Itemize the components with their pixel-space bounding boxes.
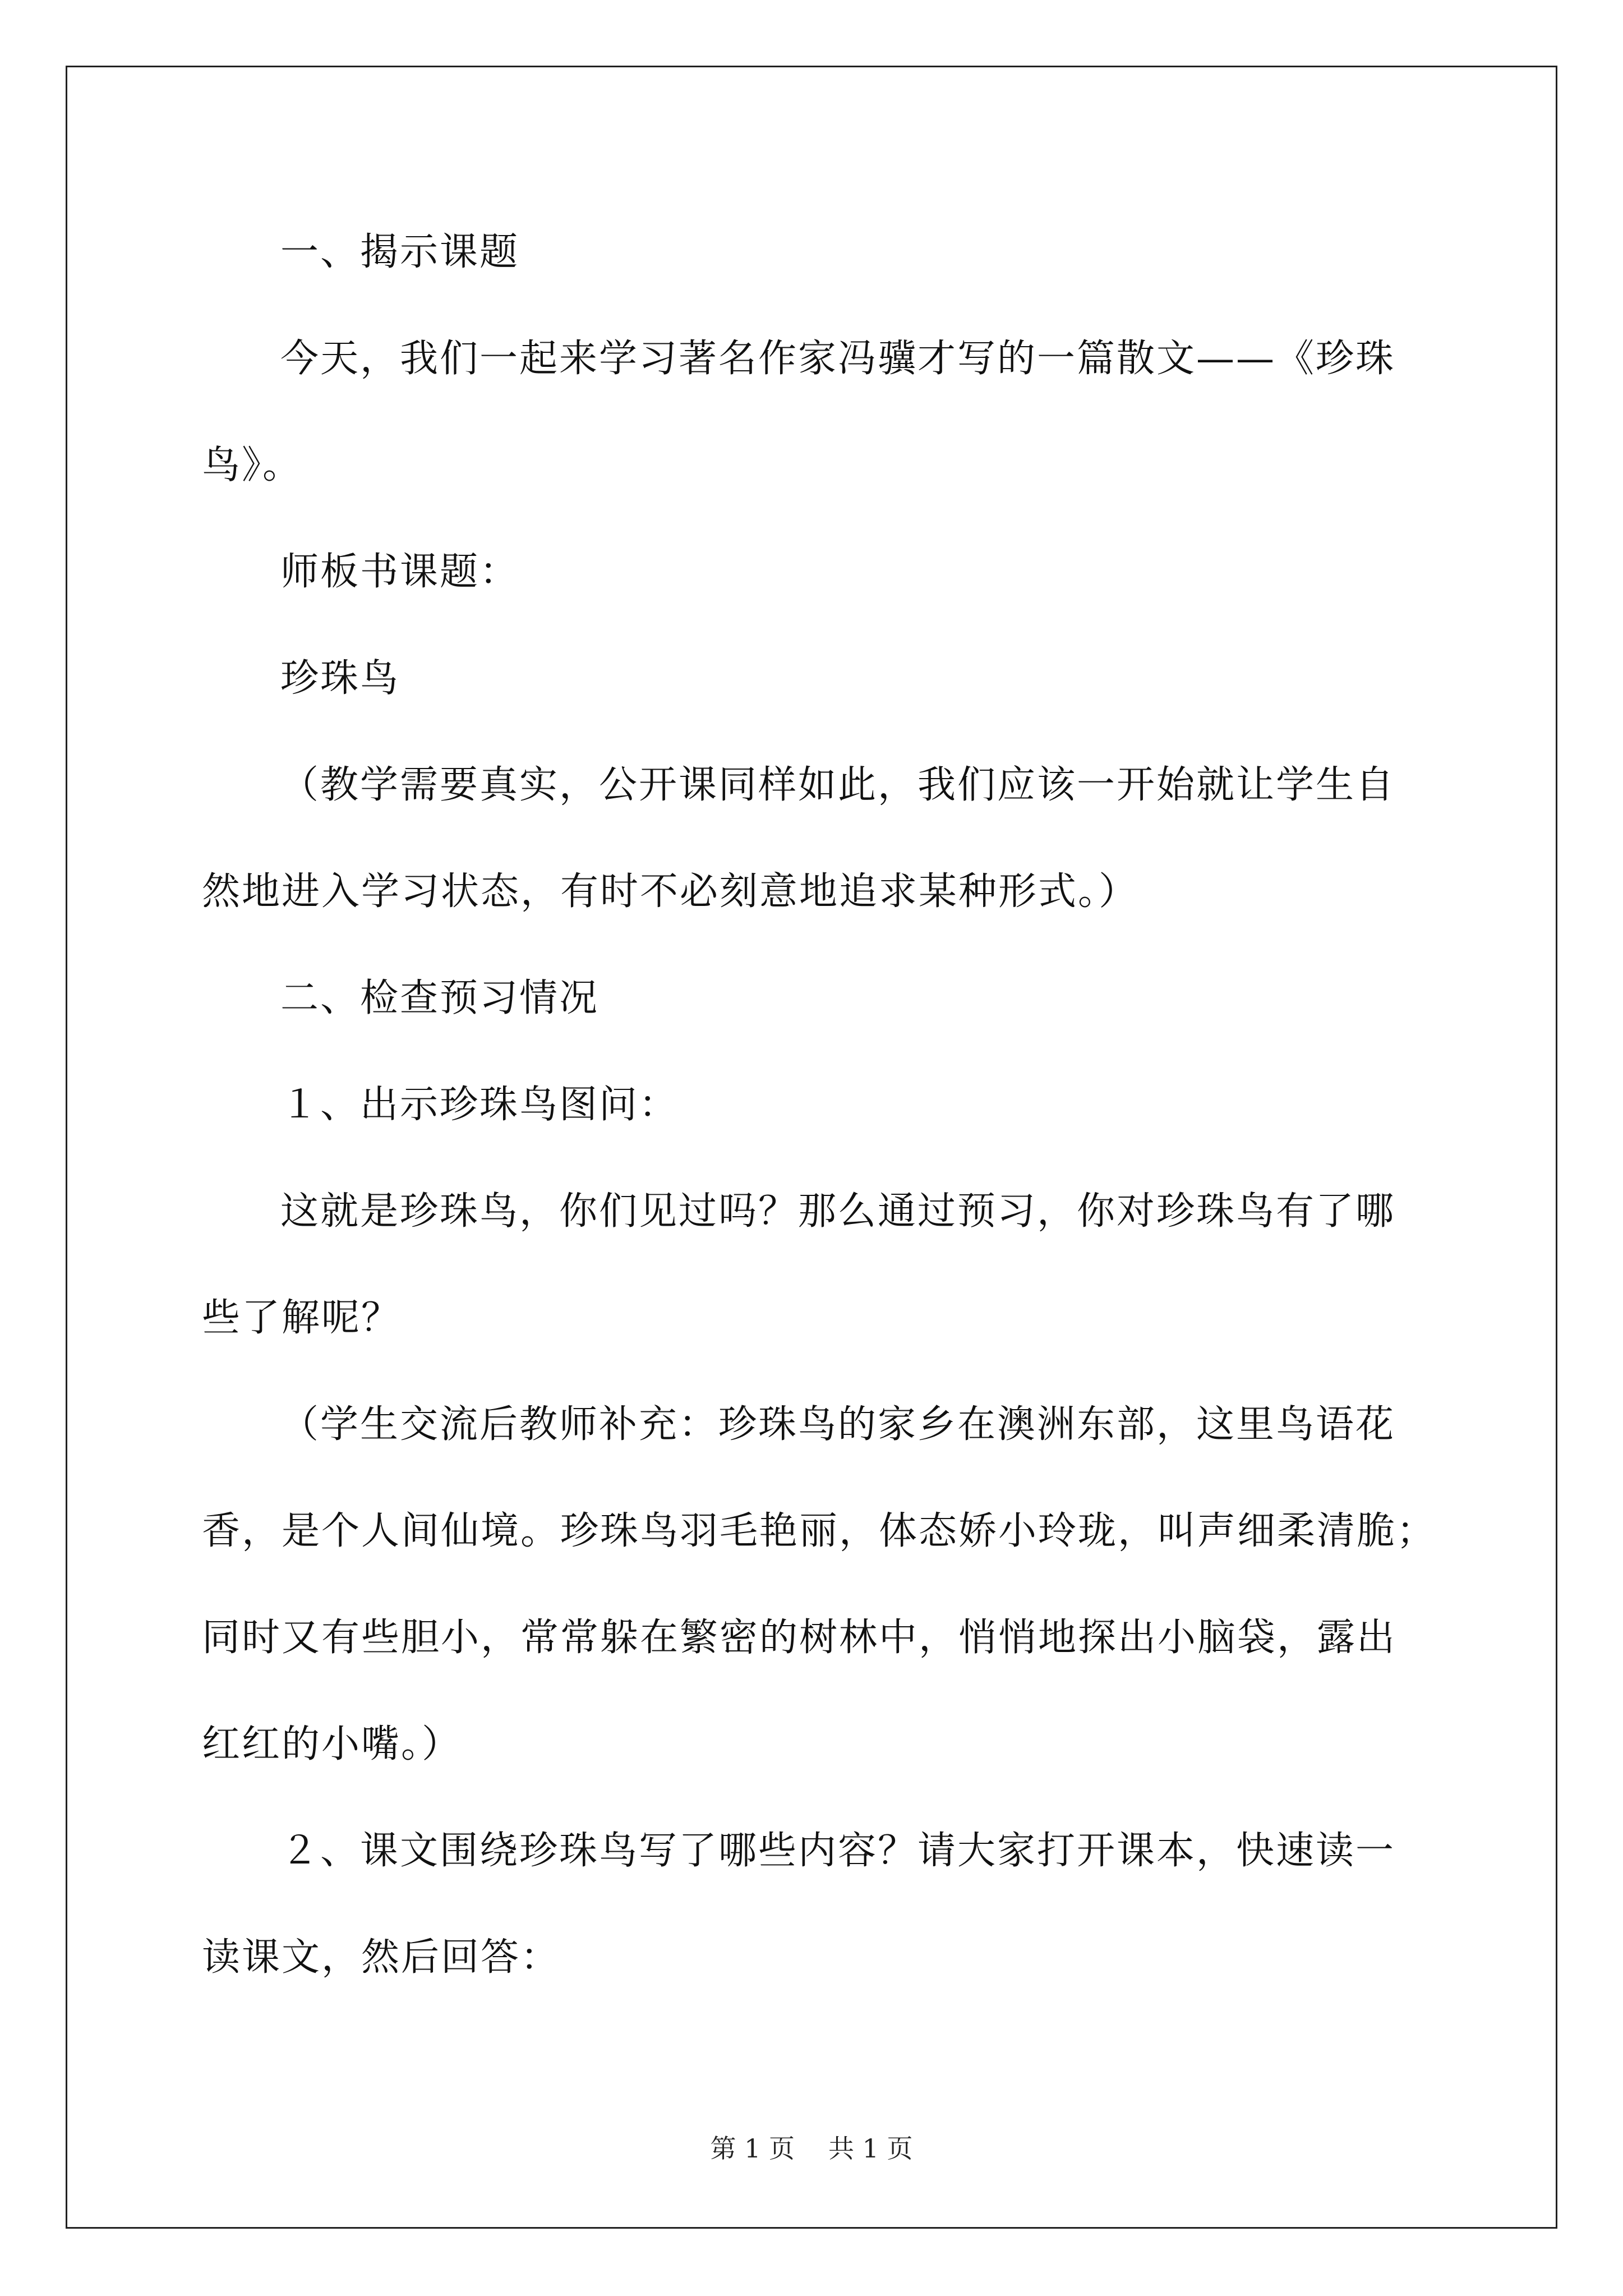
paragraph-line: 这就是珍珠鸟，你们见过吗？那么通过预习，你对珍珠鸟有了哪 — [280, 1189, 1396, 1234]
paragraph-line: 然地进入学习状态，有时不必刻意地追求某种形式。） — [202, 869, 1139, 914]
page-number-total: 共 1 页 — [828, 2133, 913, 2164]
board-title: 珍珠鸟 — [280, 656, 400, 701]
paragraph-line: （学生交流后教师补充：珍珠鸟的家乡在澳洲东部，这里鸟语花 — [280, 1402, 1396, 1447]
page-footer — [0, 2132, 1623, 2165]
paragraph-line: 今天，我们一起来学习著名作家冯骥才写的一篇散文——《珍珠 — [280, 337, 1396, 381]
paragraph-line: １、出示珍珠鸟图问： — [280, 1083, 679, 1127]
paragraph-line: 同时又有些胆小，常常躲在繁密的树林中，悄悄地探出小脑袋，露出 — [202, 1616, 1397, 1660]
paragraph-line: ２、课文围绕珍珠鸟写了哪些内容？请大家打开课本，快速读一 — [280, 1829, 1396, 1873]
paragraph-line: 鸟》。 — [202, 443, 303, 487]
section-heading-2: 二、检查预习情况 — [280, 976, 600, 1020]
section-heading-1: 一、揭示课题 — [280, 230, 520, 274]
page-number-current: 第 1 页 — [710, 2133, 795, 2164]
paragraph-line: 读课文，然后回答： — [202, 1935, 561, 1980]
paragraph-line: 香，是个人间仙境。珍珠鸟羽毛艳丽，体态娇小玲珑，叫声细柔清脆； — [202, 1509, 1437, 1553]
paragraph-line: 红红的小嘴。） — [202, 1722, 462, 1766]
paragraph-line: 些了解呢？ — [202, 1296, 402, 1340]
paragraph-line: （教学需要真实，公开课同样如此，我们应该一开始就让学生自 — [280, 763, 1396, 807]
paragraph-line: 师板书课题： — [280, 550, 520, 594]
